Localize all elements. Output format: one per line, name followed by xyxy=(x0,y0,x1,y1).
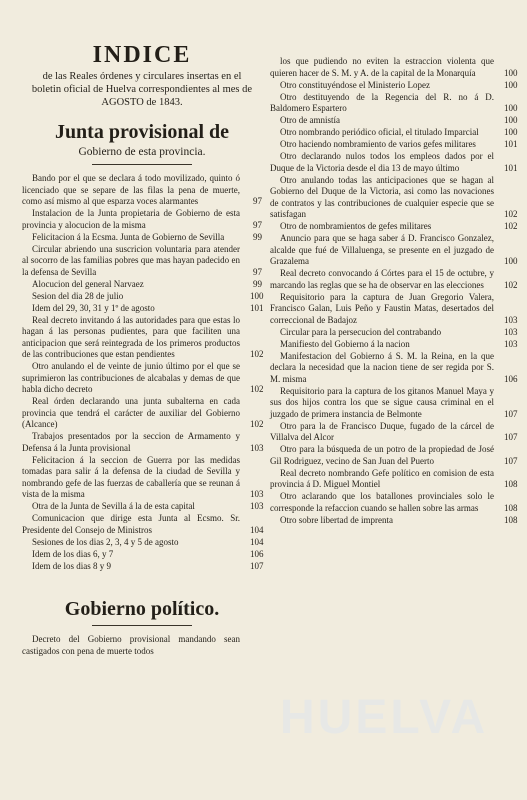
entry-text: Requisitorio para la captura de Juan Gregorio Valera, Francisco Galan, Luis Peño y Faustin Matas, desertados del correccional de Badajoz xyxy=(270,291,494,325)
entry-text: Real decreto nombrando Gefe político en comision de esta provincia á D. Miguel Montiel xyxy=(270,467,494,489)
index-entry xyxy=(22,455,262,501)
index-entry xyxy=(270,233,516,268)
watermark-logo: HUELVA xyxy=(280,691,489,744)
section-divider xyxy=(92,625,192,626)
entry-page-number: 101 xyxy=(504,162,518,173)
index-entry xyxy=(22,315,262,361)
entry-text: Otra de la Junta de Sevilla á la de esta capital xyxy=(32,501,195,511)
index-entry xyxy=(270,386,516,421)
index-entry xyxy=(22,361,262,396)
entry-page-number: 103 xyxy=(250,442,264,453)
index-entry xyxy=(270,339,516,351)
document-intro: de las Reales órdenes y circulares insertas en el boletin oficial de Huelva correspondientes al mes de AGOSTO de 1843. xyxy=(31,71,253,108)
index-entry xyxy=(270,92,516,115)
entry-page-number: 100 xyxy=(504,79,518,90)
entry-text: Real decreto invitando á las autoridades para que estas lo hagan á las personas pudientes, para que faciliten una anticipacion que será reintegrada de los primeros productos de las contribuciones que estan pendientes xyxy=(22,314,240,359)
index-entry xyxy=(270,151,516,174)
entry-page-number: 100 xyxy=(504,103,518,113)
index-entry xyxy=(22,279,262,291)
entry-text: los que pudiendo no eviten la estraccion violenta que quieren hacer de S. M. y A. de la capital de la Monarquía xyxy=(270,56,494,78)
index-entry xyxy=(22,232,262,244)
entry-text: Manifiesto del Gobierno á la nacion xyxy=(280,338,410,349)
entry-page-number: 107 xyxy=(504,432,518,442)
index-entry xyxy=(22,513,262,536)
entry-text: Otro para la de Francisco Duque, fugado de la cárcel de Villalva del Alcor xyxy=(270,420,494,442)
entry-text: Felicitacion á la seccion de Guerra por las medidas tomadas para salir á la defensa de la ciudad de Sevilla y nombrando gefe de las fuerzas de caballería que se reunan á vista de la misma xyxy=(22,454,240,499)
entry-page-number: 108 xyxy=(504,514,518,525)
index-entry xyxy=(270,80,516,92)
entry-text: Requisitorio para la captura de los gitanos Manuel Maya y sus dos hijos contra los que se sigue causa criminal en el juzgado de primera instancia de Belmonte xyxy=(270,385,494,419)
entry-text: Otro para la búsqueda de un potro de la propiedad de José Gil Rodriguez, vecino de San Juan del Puerto xyxy=(270,444,494,466)
entry-text: Otro nombrando periódico oficial, el titulado Imparcial xyxy=(280,127,479,137)
index-entry xyxy=(270,351,516,386)
entry-text: Circular para la persecucion del contrabando xyxy=(280,326,442,337)
index-entry xyxy=(270,491,516,514)
entry-text: Otro sobre libertad de imprenta xyxy=(280,514,393,525)
index-entry xyxy=(22,431,262,454)
entry-text: Otro declarando nulos todos los empleos dados por el Duque de la Victoria desde el dia 13 de mayo último xyxy=(270,151,494,173)
right-column xyxy=(270,0,516,527)
entry-text: Otro de nombramientos de gefes militares xyxy=(280,221,432,231)
entry-text: Real decreto convocando á Córtes para el 15 de octubre, y marcando las reglas que se ha de observar en las elecciones xyxy=(270,268,494,290)
left-column xyxy=(22,0,262,658)
entry-text: Comunicacion que dirige esta Junta al Ecsmo. Sr. Presidente del Consejo de Ministros xyxy=(22,513,240,535)
section-heading-junta: Junta provisional de xyxy=(54,121,230,143)
index-entry xyxy=(22,303,262,315)
entry-text: Felicitacion á la Ecsma. Junta de Gobierno de Sevilla xyxy=(32,231,225,242)
entry-page-number: 104 xyxy=(250,536,264,547)
index-entry xyxy=(22,561,262,573)
entry-page-number: 102 xyxy=(504,279,518,290)
index-entry xyxy=(270,468,516,491)
entry-page-number: 100 xyxy=(504,67,518,78)
index-entry xyxy=(270,56,516,79)
index-entry xyxy=(270,444,516,467)
entry-text: Decreto del Gobierno provisional mandando sean castigados con pena de muerte todos xyxy=(22,634,240,656)
entry-text: Anuncio para que se haga saber á D. Francisco Gonzalez, alcalde que fué de Villaluenga, se presente en el juzgado de Grazalema xyxy=(270,233,494,266)
entry-text: Alocucion del general Narvaez xyxy=(32,278,144,289)
index-entry xyxy=(270,327,516,339)
entry-page-number: 97 xyxy=(253,196,262,206)
entry-page-number: 99 xyxy=(253,278,262,289)
entry-page-number: 106 xyxy=(504,373,518,384)
section-heading-gobierno: Gobierno político. xyxy=(64,598,220,620)
entry-text: Otro anulando el de veinte de junio último por el que se suprimieron las contribuciones de alcabalas y demas de que habla dicho decreto xyxy=(22,361,240,394)
entry-page-number: 100 xyxy=(504,256,518,266)
index-entry xyxy=(22,501,262,513)
entry-page-number: 102 xyxy=(250,419,264,429)
index-entry xyxy=(22,173,262,208)
entry-page-number: 97 xyxy=(253,266,262,277)
entry-page-number: 107 xyxy=(250,560,264,571)
left-entry-list-2 xyxy=(22,634,262,657)
entry-page-number: 100 xyxy=(504,127,518,137)
entry-text: Manifestacion del Gobierno á S. M. la Reina, en la que declara la necesidad que la nacion tiene de ser regida por S. M. misma xyxy=(270,350,494,384)
entry-text: Sesion del dia 28 de julio xyxy=(32,290,124,301)
entry-text: Sesiones de los dias 2, 3, 4 y 5 de agosto xyxy=(32,536,179,547)
index-entry xyxy=(270,421,516,444)
index-entry xyxy=(22,244,262,279)
entry-text: Trabajos presentados por la seccion de Armamento y Defensa á la Junta provisional xyxy=(22,431,240,453)
entry-page-number: 101 xyxy=(250,302,264,313)
entry-page-number: 102 xyxy=(250,349,264,359)
entry-text: Idem del 29, 30, 31 y 1º de agosto xyxy=(32,302,155,313)
entry-page-number: 106 xyxy=(250,548,264,559)
entry-text: Otro anulando todas las anticipaciones que se hagan al Gobierno del Duque de la Victoria, asi como las novaciones de contratos y las contribuciones de cualquier especie que se satisfagan xyxy=(270,174,494,219)
entry-text: Idem de los dias 6, y 7 xyxy=(32,548,114,559)
index-entry xyxy=(22,208,262,231)
entry-text: Bando por el que se declara á todo movilizado, quinto ó licenciado que se separe de las filas la pena de muerte, como así mismo al que esparza voces alarmantes xyxy=(22,173,240,206)
entry-text: Otro constituyéndose el Ministerio Lopez xyxy=(280,79,430,90)
entry-page-number: 102 xyxy=(504,209,518,219)
index-entry xyxy=(22,291,262,303)
index-entry xyxy=(270,139,516,151)
document-title: INDICE xyxy=(92,42,192,68)
entry-page-number: 102 xyxy=(504,221,518,231)
entry-page-number: 100 xyxy=(504,115,518,125)
entry-text: Circular abriendo una suscricion voluntaria para atender al socorro de las familias pobres que mas hayan padecido en la defensa de Sevilla xyxy=(22,243,240,277)
index-entry xyxy=(270,292,516,327)
entry-page-number: 108 xyxy=(504,502,518,513)
entry-text: Real órden declarando una junta subalterna en cada provincia que tendrá el carácter de auxiliar del Gobierno (Alcance) xyxy=(22,396,240,429)
entry-page-number: 101 xyxy=(504,139,518,149)
index-entry xyxy=(270,221,516,233)
entry-page-number: 99 xyxy=(253,231,262,242)
entry-page-number: 103 xyxy=(504,314,518,325)
entry-page-number: 103 xyxy=(250,501,264,511)
index-entry xyxy=(270,268,516,291)
entry-page-number: 103 xyxy=(250,489,264,499)
left-entry-list xyxy=(22,173,262,572)
section-subheading-junta: Gobierno de esta provincia. xyxy=(78,146,206,158)
index-entry xyxy=(270,515,516,527)
entry-text: Instalacion de la Junta propietaria de Gobierno de esta provincia y alocucion de la misma xyxy=(22,208,240,230)
entry-page-number: 97 xyxy=(253,219,262,230)
index-entry xyxy=(270,175,516,221)
index-entry xyxy=(22,537,262,549)
index-entry xyxy=(270,127,516,139)
entry-text: Otro aclarando que los batallones provinciales solo le corresponde la refaccion cuando se hallen sobre las armas xyxy=(270,491,494,513)
index-entry xyxy=(270,115,516,127)
entry-page-number: 108 xyxy=(504,479,518,489)
entry-text: Idem de los dias 8 y 9 xyxy=(32,560,111,571)
index-entry xyxy=(22,634,262,657)
entry-page-number: 104 xyxy=(250,524,264,535)
entry-page-number: 100 xyxy=(250,290,264,301)
entry-page-number: 102 xyxy=(250,384,264,394)
right-entry-list xyxy=(270,56,516,526)
entry-page-number: 103 xyxy=(504,326,518,337)
entry-text: Otro destituyendo de la Regencia del R. no á D. Baldomero Espartero xyxy=(270,91,494,113)
index-entry xyxy=(22,396,262,431)
section-divider xyxy=(92,164,192,165)
entry-page-number: 103 xyxy=(504,338,518,349)
index-entry xyxy=(22,549,262,561)
entry-text: Otro de amnistía xyxy=(280,115,340,125)
entry-text: Otro haciendo nombramiento de varios gefes militares xyxy=(280,139,476,149)
entry-page-number: 107 xyxy=(504,455,518,466)
entry-page-number: 107 xyxy=(504,408,518,419)
